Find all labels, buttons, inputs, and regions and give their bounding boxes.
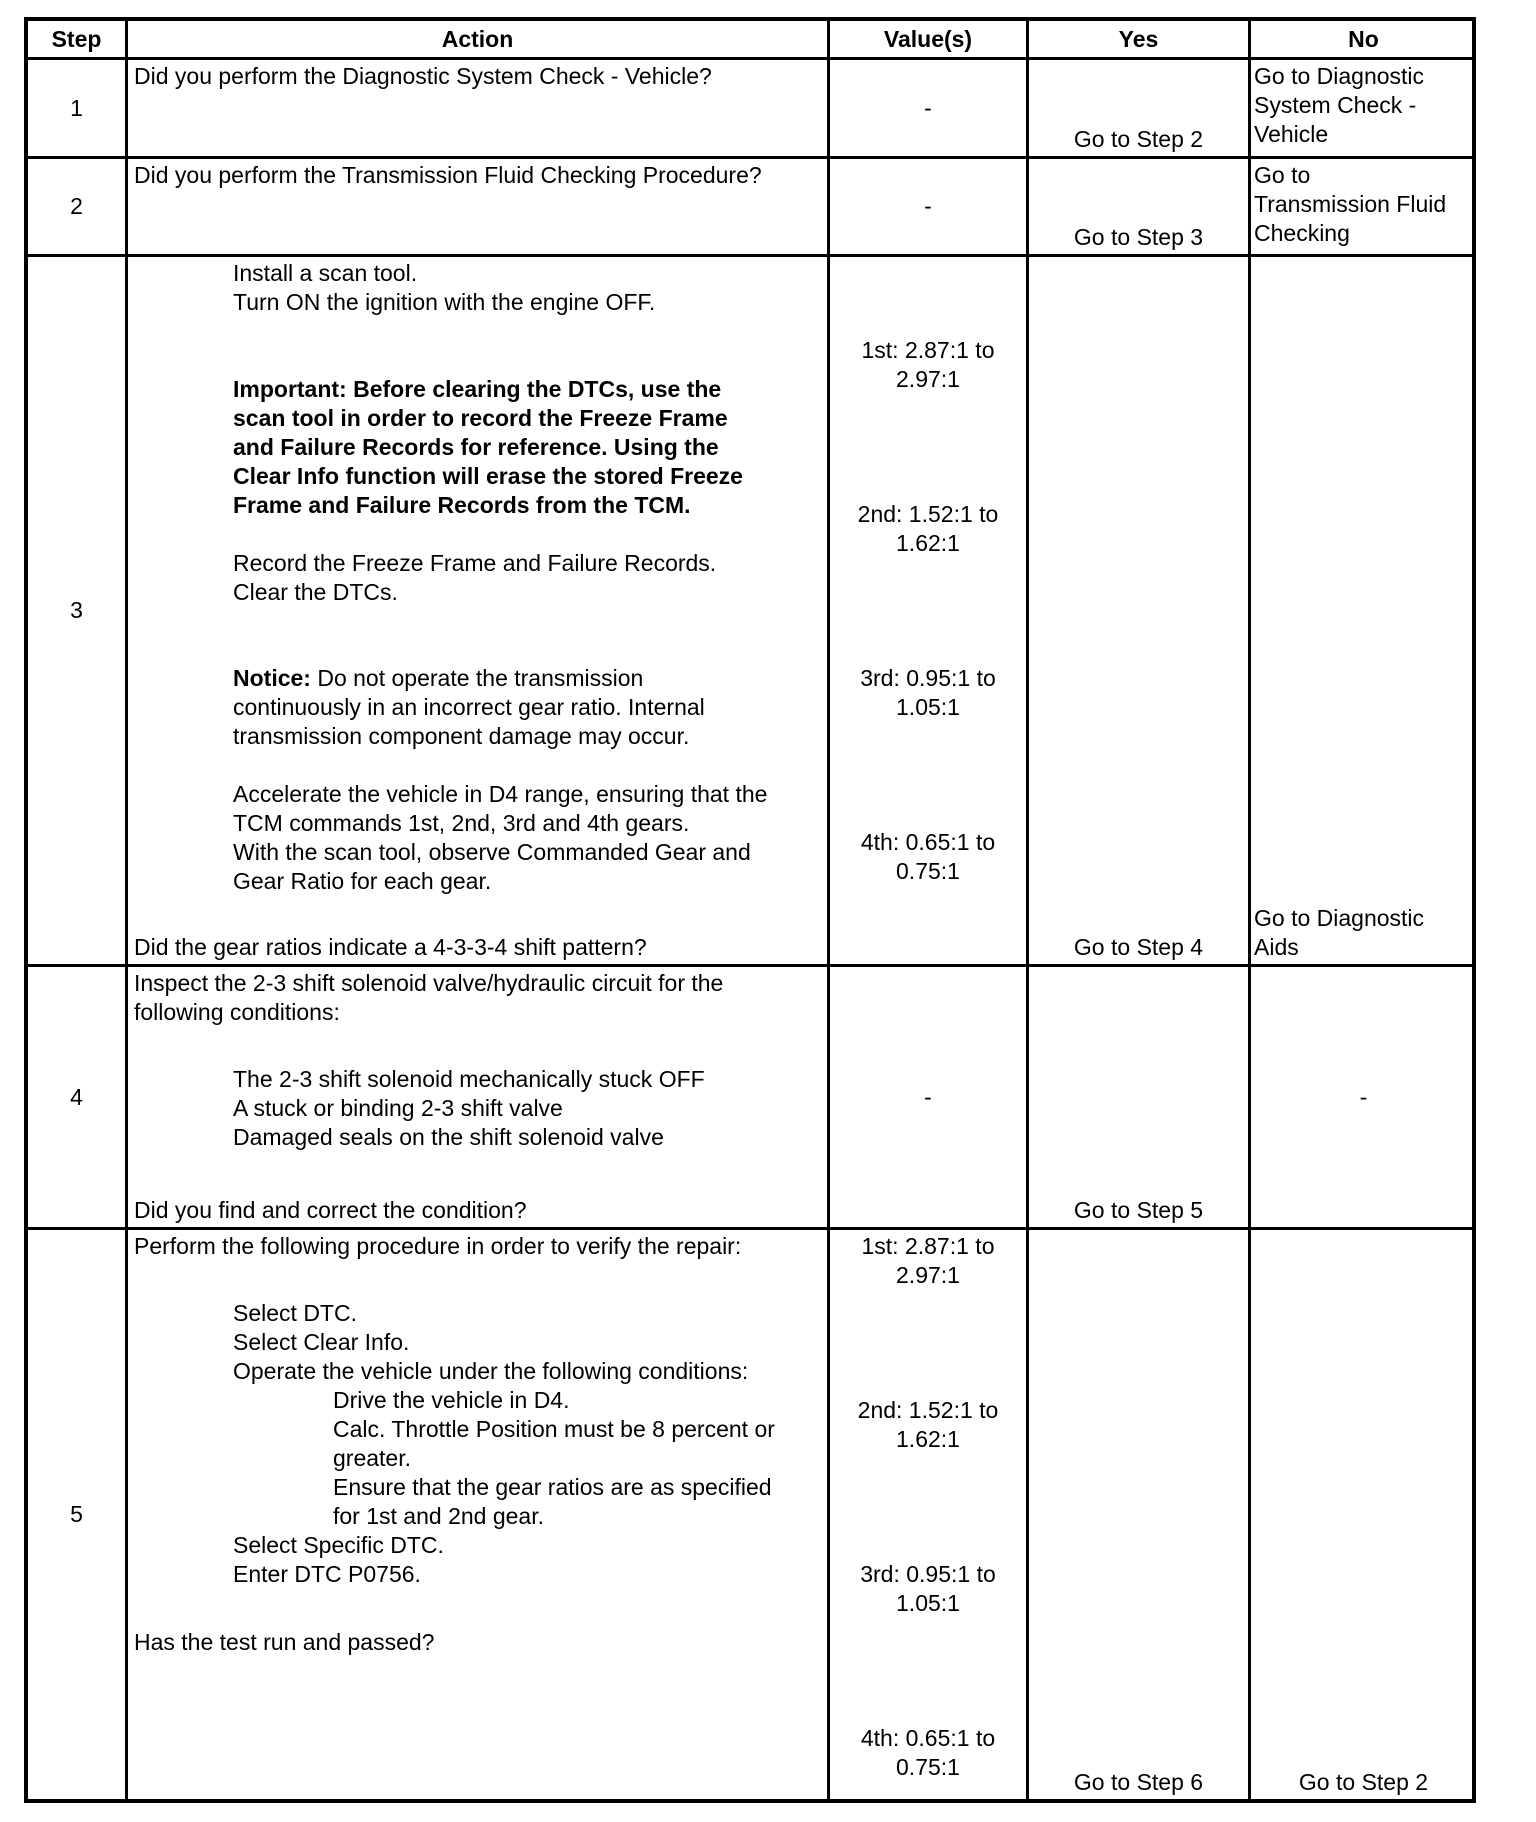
gear-ratio-value: 0.75:1: [896, 858, 960, 884]
procedure-substep: for 1st and 2nd gear.: [333, 1503, 544, 1529]
table-row-2-step: [28, 159, 128, 257]
no-text: -: [1359, 1083, 1368, 1110]
action-line: Clear the DTCs.: [233, 579, 398, 605]
action-line: Record the Freeze Frame and Failure Records.: [233, 550, 717, 576]
table-row-4-yes: [1029, 967, 1251, 1230]
action-text: Did you perform the Transmission Fluid Checking Procedure?: [134, 162, 762, 188]
no-text-line: Vehicle: [1254, 121, 1329, 147]
table-row-5-yes: [1029, 1230, 1251, 1799]
table-row-3-no: [1251, 257, 1476, 967]
table-row-3-values: [830, 257, 1029, 967]
value-text: -: [924, 193, 932, 219]
important-note-line: and Failure Records for reference. Using the: [233, 434, 719, 460]
procedure-substep: greater.: [333, 1445, 411, 1471]
table-row-2-yes: [1029, 159, 1251, 257]
table-row-3-yes: [1029, 257, 1251, 967]
step-number: 2: [70, 193, 83, 219]
value-text: -: [924, 1083, 932, 1110]
no-text: Go to Step 2: [1298, 1769, 1429, 1795]
no-text-line: Checking: [1254, 220, 1350, 246]
action-line: Inspect the 2-3 shift solenoid valve/hydraulic circuit for the: [134, 970, 724, 996]
table-row-5-values: [830, 1230, 1029, 1799]
gear-ratio-value: 1.05:1: [896, 1590, 960, 1616]
table-row-5-no: [1251, 1230, 1476, 1799]
action-question: Did you find and correct the condition?: [134, 1197, 527, 1223]
action-question: Has the test run and passed?: [134, 1629, 435, 1655]
gear-ratio-value: 2.97:1: [896, 366, 960, 392]
gear-ratio-value: 1.62:1: [896, 1426, 960, 1452]
gear-ratio-value: 4th: 0.65:1 to: [860, 1725, 996, 1751]
gear-ratio-value: 2.97:1: [896, 1262, 960, 1288]
notice-label: Notice:: [233, 665, 311, 691]
important-note-line: scan tool in order to record the Freeze Frame: [233, 405, 728, 431]
condition-item: Damaged seals on the shift solenoid valve: [233, 1124, 664, 1150]
condition-item: The 2-3 shift solenoid mechanically stuck OFF: [233, 1066, 705, 1092]
action-line: following conditions:: [134, 999, 340, 1025]
gear-ratio-value: 2nd: 1.52:1 to: [857, 501, 999, 527]
diagnostic-table: [24, 17, 1476, 1803]
procedure-step: Select Clear Info.: [233, 1329, 410, 1355]
yes-text: Go to Step 3: [1073, 224, 1204, 250]
action-line: TCM commands 1st, 2nd, 3rd and 4th gears.: [233, 810, 690, 836]
action-line: With the scan tool, observe Commanded Gear and: [233, 839, 751, 865]
no-text-line: System Check -: [1254, 92, 1417, 118]
header-values-label: Value(s): [883, 25, 973, 52]
gear-ratio-value: 4th: 0.65:1 to: [860, 829, 996, 855]
notice-line: transmission component damage may occur.: [233, 723, 690, 749]
procedure-step: Select Specific DTC.: [233, 1532, 444, 1558]
important-note-line: Frame and Failure Records from the TCM.: [233, 492, 691, 518]
notice-text: Do not operate the transmission: [310, 665, 644, 691]
procedure-substep: Ensure that the gear ratios are as specified: [333, 1474, 772, 1500]
no-text-line: Go to: [1254, 162, 1311, 188]
step-number: 5: [70, 1501, 83, 1527]
table-row-5-step: [28, 1230, 128, 1799]
table-row-1-no: [1251, 60, 1476, 159]
action-question: Did the gear ratios indicate a 4-3-3-4 shift pattern?: [134, 934, 647, 960]
notice-line: continuously in an incorrect gear ratio. Internal: [233, 694, 705, 720]
yes-text: Go to Step 5: [1073, 1197, 1204, 1223]
gear-ratio-value: 3rd: 0.95:1 to: [860, 1561, 996, 1587]
important-note-line: Clear Info function will erase the stored Freeze: [233, 463, 743, 489]
gear-ratio-value: 2nd: 1.52:1 to: [857, 1397, 999, 1423]
header-values: [830, 21, 1029, 60]
step-number: 3: [70, 597, 83, 623]
table-row-1-action: [128, 60, 830, 159]
no-text-line: Go to Diagnostic: [1254, 63, 1425, 89]
no-text-line: Transmission Fluid: [1254, 191, 1447, 217]
action-line: Install a scan tool.: [233, 260, 418, 286]
table-row-1-step: [28, 60, 128, 159]
table-row-4-action: [128, 967, 830, 1230]
table-row-1-yes: [1029, 60, 1251, 159]
header-action: [128, 21, 830, 60]
gear-ratio-value: 1.05:1: [896, 694, 960, 720]
gear-ratio-value: 1st: 2.87:1 to: [861, 1233, 995, 1259]
procedure-step: Enter DTC P0756.: [233, 1561, 421, 1587]
yes-text: Go to Step 2: [1073, 126, 1204, 152]
step-number: 1: [70, 94, 83, 121]
header-step-label: Step: [51, 25, 102, 52]
header-no: [1251, 21, 1476, 60]
yes-text: Go to Step 6: [1073, 1769, 1204, 1795]
header-action-label: Action: [441, 25, 514, 52]
action-line: Turn ON the ignition with the engine OFF.: [233, 289, 656, 315]
important-note-line: Important: Before clearing the DTCs, use the: [233, 376, 722, 402]
gear-ratio-value: 1st: 2.87:1 to: [861, 337, 995, 363]
header-yes-label: Yes: [1118, 25, 1159, 52]
table-row-3-step: [28, 257, 128, 967]
action-text: Did you perform the Diagnostic System Check - Vehicle?: [134, 63, 712, 89]
table-row-1-value: [830, 60, 1029, 159]
table-row-2-no: [1251, 159, 1476, 257]
action-line: Gear Ratio for each gear.: [233, 868, 492, 894]
notice-line: [233, 664, 643, 693]
gear-ratio-value: 1.62:1: [896, 530, 960, 556]
action-line: Accelerate the vehicle in D4 range, ensuring that the: [233, 781, 768, 807]
table-row-4-no: [1251, 967, 1476, 1230]
header-no-label: No: [1348, 25, 1379, 52]
table-row-4-value: [830, 967, 1029, 1230]
table-row-4-step: [28, 967, 128, 1230]
table-row-2-value: [830, 159, 1029, 257]
condition-item: A stuck or binding 2-3 shift valve: [233, 1095, 563, 1121]
yes-text: Go to Step 4: [1073, 934, 1204, 960]
procedure-step: Select DTC.: [233, 1300, 357, 1326]
table-row-2-action: [128, 159, 830, 257]
procedure-substep: Drive the vehicle in D4.: [333, 1387, 570, 1413]
procedure-step: Operate the vehicle under the following conditions:: [233, 1358, 749, 1384]
table-row-5-action: [128, 1230, 830, 1799]
action-line: Perform the following procedure in order to verify the repair:: [134, 1233, 742, 1259]
header-yes: [1029, 21, 1251, 60]
gear-ratio-value: 0.75:1: [896, 1754, 960, 1780]
no-text-line: Go to Diagnostic: [1254, 905, 1425, 931]
table-row-3-action: [128, 257, 830, 967]
no-text-line: Aids: [1254, 934, 1299, 960]
gear-ratio-value: 3rd: 0.95:1 to: [860, 665, 996, 691]
procedure-substep: Calc. Throttle Position must be 8 percent or: [333, 1416, 775, 1442]
step-number: 4: [70, 1083, 83, 1110]
header-step: [28, 21, 128, 60]
value-text: -: [924, 94, 932, 121]
